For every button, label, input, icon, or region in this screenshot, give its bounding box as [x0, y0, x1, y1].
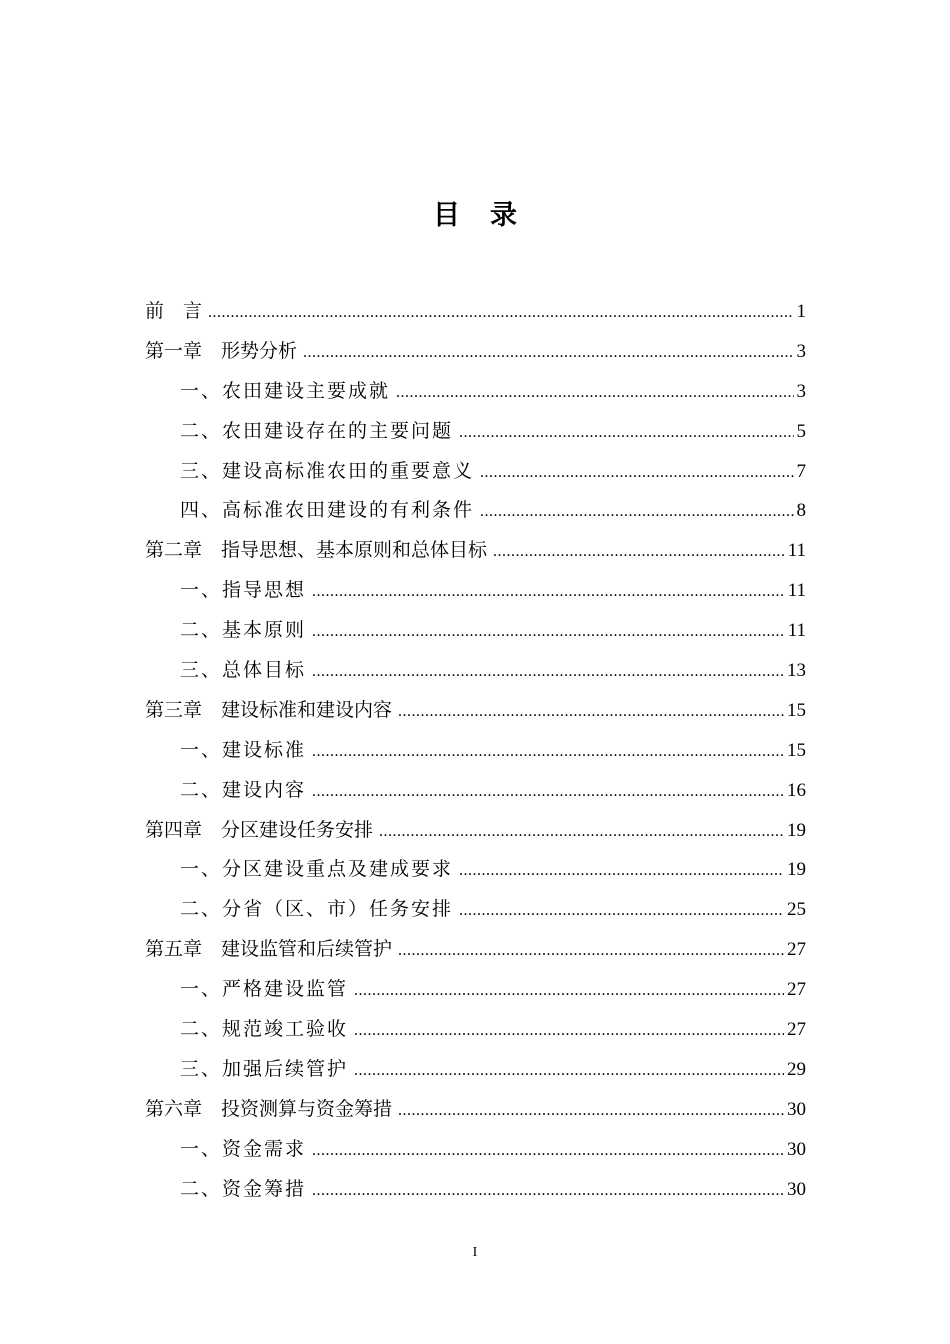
dot-leader	[459, 851, 784, 891]
toc-entry-title: 三、总体目标	[180, 659, 307, 682]
toc-entry-page: 29	[787, 1058, 806, 1080]
toc-entry-title: 第二章 指导思想、基本原则和总体目标	[145, 539, 488, 562]
dot-leader	[312, 652, 784, 692]
toc-entry[interactable]	[145, 1170, 806, 1210]
dot-leader	[354, 1011, 784, 1051]
toc-entry-title: 前 言	[145, 300, 203, 322]
toc-entry[interactable]	[145, 691, 806, 731]
toc-entry-page: 25	[787, 899, 806, 921]
toc-entry-title: 三、加强后续管护	[180, 1057, 349, 1080]
toc-entry-title: 第三章 建设标准和建设内容	[145, 698, 393, 721]
toc-entry-title: 第五章 建设监管和后续管护	[145, 938, 393, 961]
toc-entry[interactable]	[145, 1050, 806, 1090]
toc-entry-title: 第四章 分区建设任务安排	[145, 818, 374, 841]
dot-leader	[480, 453, 793, 493]
dot-leader	[312, 772, 784, 812]
toc-entry-page: 3	[796, 380, 806, 402]
page-number: I	[472, 1245, 478, 1260]
toc-entry-title: 一、分区建设重点及建成要求	[180, 858, 454, 881]
toc-entry-page: 15	[787, 739, 806, 761]
toc-entry-page: 15	[787, 699, 806, 721]
toc-entry-page: 30	[787, 1178, 806, 1200]
toc-entry[interactable]	[145, 611, 806, 651]
dot-leader	[354, 971, 784, 1011]
toc-entry[interactable]	[145, 1010, 806, 1050]
toc-entry-page: 27	[787, 939, 806, 961]
toc-entry[interactable]	[145, 332, 806, 372]
dot-leader	[354, 1051, 784, 1091]
toc-entry-page: 11	[787, 620, 806, 642]
toc-entry-page: 11	[787, 580, 806, 602]
toc-entry-page: 19	[787, 819, 806, 841]
dot-leader	[398, 931, 784, 971]
toc-entry[interactable]	[145, 811, 806, 851]
dot-leader	[208, 293, 793, 333]
toc-entry-title: 二、基本原则	[180, 619, 307, 642]
dot-leader	[312, 612, 785, 652]
toc-entry[interactable]	[145, 970, 806, 1010]
toc-entry-page: 5	[796, 420, 806, 442]
toc-entry[interactable]	[145, 731, 806, 771]
toc-entry-page: 11	[787, 540, 806, 562]
toc-entry-page: 19	[787, 859, 806, 881]
dot-leader	[493, 532, 785, 572]
dot-leader	[379, 812, 784, 852]
toc-entry[interactable]	[145, 930, 806, 970]
toc-entry[interactable]	[145, 372, 806, 412]
toc-entry[interactable]	[145, 452, 806, 492]
toc-entry-page: 1	[796, 301, 806, 322]
dot-leader	[398, 1091, 784, 1131]
toc-entry[interactable]	[145, 890, 806, 930]
toc-entry[interactable]	[145, 651, 806, 691]
dot-leader	[312, 732, 784, 772]
toc-entry-title: 一、指导思想	[180, 579, 307, 602]
toc-entry-title: 二、农田建设存在的主要问题	[180, 419, 454, 442]
toc-entry-title: 一、严格建设监管	[180, 978, 349, 1001]
toc-entry-page: 13	[787, 660, 806, 682]
toc-entry-title: 二、建设内容	[180, 778, 307, 801]
dot-leader	[480, 492, 793, 532]
toc-entry[interactable]	[145, 491, 806, 531]
dot-leader	[312, 1131, 784, 1171]
toc-entry-title: 一、资金需求	[180, 1137, 307, 1160]
toc-entry-title: 二、分省（区、市）任务安排	[180, 898, 454, 921]
toc-entry-title: 第一章 形势分析	[145, 339, 298, 362]
toc-entry[interactable]	[145, 292, 806, 332]
toc-entry-title: 第六章 投资测算与资金筹措	[145, 1097, 393, 1120]
toc-entry[interactable]	[145, 771, 806, 811]
toc-entry-title: 二、规范竣工验收	[180, 1018, 349, 1041]
toc-entry[interactable]	[145, 571, 806, 611]
toc-entry[interactable]	[145, 1090, 806, 1130]
toc-entry-title: 一、建设标准	[180, 738, 307, 761]
toc-entry-page: 8	[796, 500, 806, 522]
toc-entry-page: 7	[796, 460, 806, 482]
toc-entry-title: 三、建设高标准农田的重要意义	[180, 459, 475, 482]
toc-entry-page: 3	[796, 340, 806, 362]
toc-entry[interactable]	[145, 850, 806, 890]
toc-entry[interactable]	[145, 412, 806, 452]
table-of-contents	[145, 292, 806, 1209]
toc-entry-title: 四、高标准农田建设的有利条件	[180, 499, 475, 522]
toc-entry[interactable]	[145, 531, 806, 571]
toc-entry-page: 16	[787, 779, 806, 801]
page-title: 目录	[433, 200, 547, 231]
dot-leader	[303, 333, 793, 373]
toc-entry[interactable]	[145, 1130, 806, 1170]
dot-leader	[459, 891, 784, 931]
toc-entry-page: 30	[787, 1098, 806, 1120]
dot-leader	[459, 413, 793, 453]
dot-leader	[396, 373, 793, 413]
dot-leader	[312, 1171, 784, 1211]
toc-entry-page: 30	[787, 1138, 806, 1160]
dot-leader	[312, 572, 785, 612]
toc-entry-title: 二、资金筹措	[180, 1177, 307, 1200]
toc-entry-page: 27	[787, 1019, 806, 1041]
dot-leader	[398, 692, 784, 732]
toc-entry-title: 一、农田建设主要成就	[180, 379, 391, 402]
toc-entry-page: 27	[787, 979, 806, 1001]
